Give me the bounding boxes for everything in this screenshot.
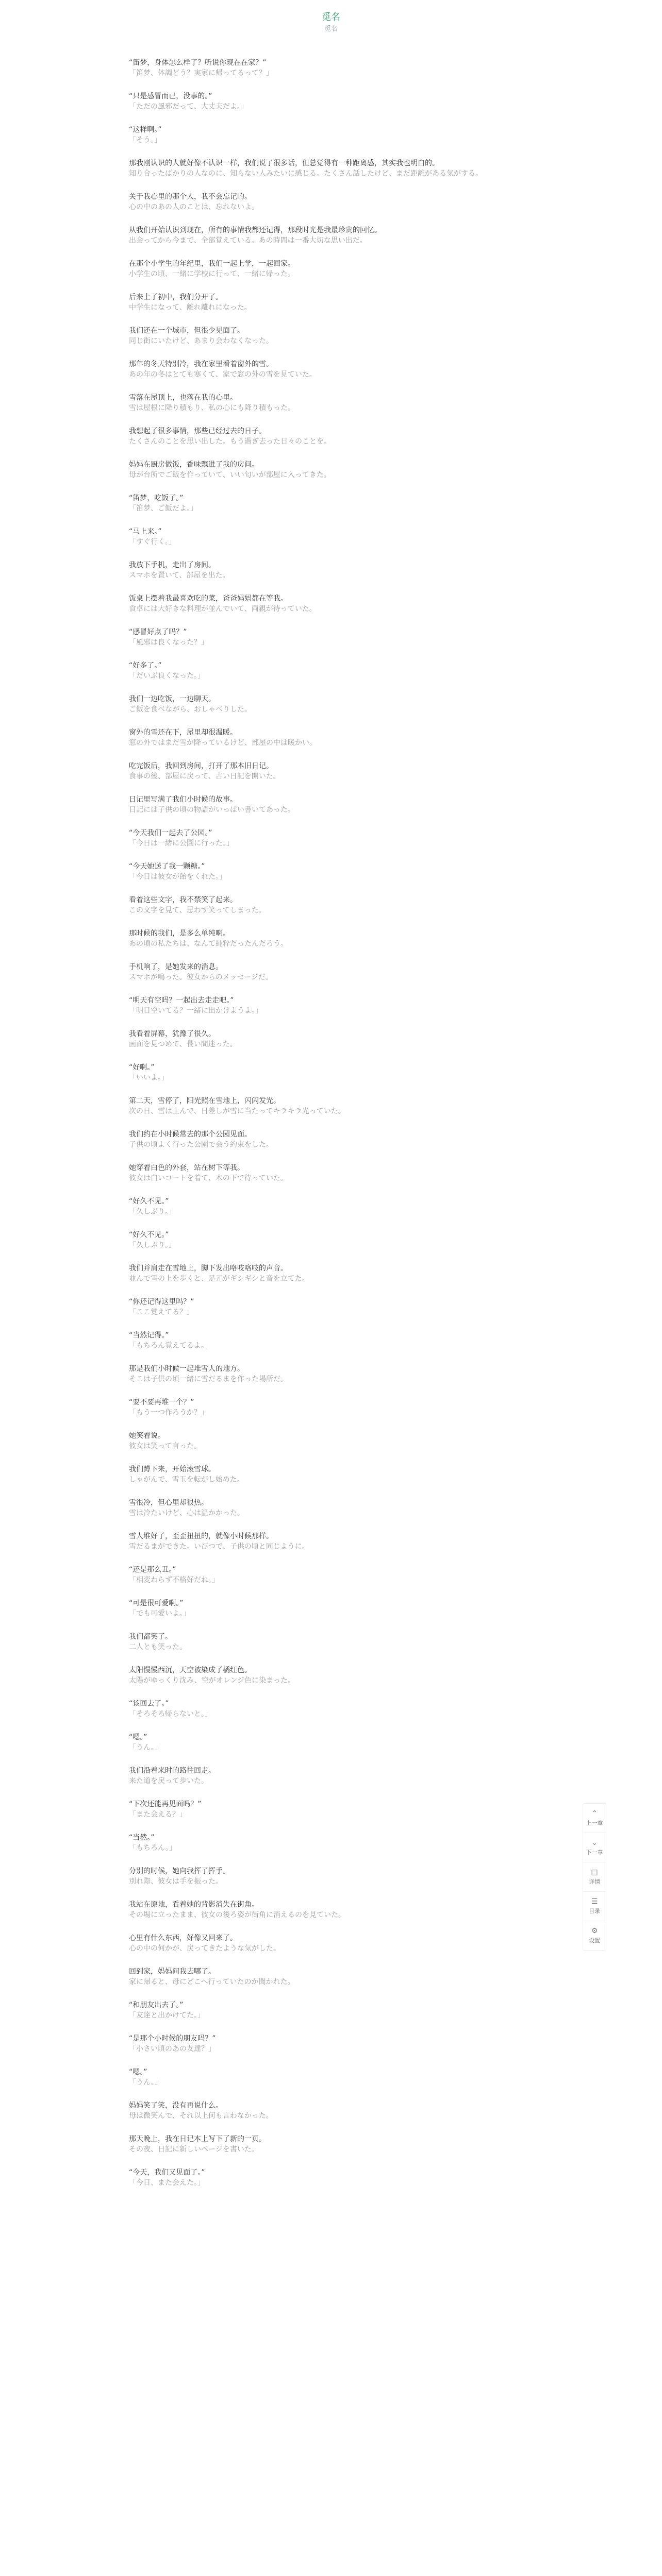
paragraph-translation: ご飯を食べながら、おしゃべりした。 [129, 705, 252, 714]
paragraph-block [129, 1096, 536, 1116]
paragraph-text: 那天晚上，我在日记本上写下了新的一页。 [129, 2135, 266, 2143]
paragraph-block [129, 1531, 536, 1552]
paragraph-block [129, 694, 536, 715]
paragraph-text: 窗外的雪还在下，屋里却很温暖。 [129, 728, 237, 737]
paragraph-translation: 食事の後、部屋に戻って、古い日記を開いた。 [129, 772, 280, 781]
next-chapter-label: 下一章 [586, 1849, 603, 1856]
paragraph-text: 我看着屏幕，犹豫了很久。 [129, 1030, 216, 1038]
paragraph-block [129, 560, 536, 581]
paragraph-translation: 「今日、また会えた。」 [129, 2179, 205, 2187]
paragraph-text: “和朋友出去了。” [129, 2001, 184, 2009]
paragraph-text: 我们约在小时候常去的那个公园见面。 [129, 1130, 252, 1139]
paragraph-text: 雪很冷，但心里却很热。 [129, 1499, 208, 1507]
paragraph-block [129, 58, 536, 78]
paragraph-text: 我们沿着来时的路往回走。 [129, 1767, 216, 1775]
settings-button[interactable] [583, 1921, 606, 1950]
paragraph-translation: 知り合ったばかりの人なのに、知らない人みたいに感じる。たくさん話したけど、まだ距離がある気がする。 [129, 170, 483, 178]
chevron-down-icon: ⌄ [591, 1839, 598, 1847]
paragraph-text: “好久不见。” [129, 1231, 169, 1239]
paragraph-block [129, 1330, 536, 1351]
paragraph-translation: あの年の冬はとても寒くて、家で窓の外の雪を見ていた。 [129, 370, 317, 379]
paragraph-block [129, 995, 536, 1016]
paragraph-text: 回到家，妈妈问我去哪了。 [129, 1968, 216, 1976]
paragraph-translation: 「いいよ。」 [129, 1074, 169, 1082]
paragraph-translation: 「笛梦、体調どう？実家に帰ってるって？」 [129, 69, 273, 77]
paragraph-text: 我们并肩走在雪地上，脚下发出咯吱咯吱的声音。 [129, 1264, 288, 1273]
paragraph-block [129, 2100, 536, 2121]
paragraph-text: 我们都笑了。 [129, 1633, 172, 1641]
paragraph-translation: スマホが鳴った。彼女からのメッセージだ。 [129, 973, 273, 981]
paragraph-translation: 「笛梦、ご飯だよ。」 [129, 504, 197, 513]
paragraph-translation: 同じ街にいたけど、あまり会わなくなった。 [129, 337, 273, 345]
paragraph-translation: 画面を見つめて、長い間迷った。 [129, 1040, 237, 1048]
paragraph-translation: 並んで雪の上を歩くと、足元がギシギシと音を立てた。 [129, 1275, 309, 1283]
paragraph-translation: この文字を見て、思わず笑ってしまった。 [129, 906, 266, 914]
paragraph-text: 在那个小学生的年纪里，我们一起上学，一起回家。 [129, 260, 295, 268]
reader-sidebar [583, 1803, 606, 1951]
paragraph-translation: 「でも可愛いよ。」 [129, 1609, 190, 1618]
paragraph-text: “只是感冒而已，没事的。” [129, 92, 212, 100]
paragraph-translation: しゃがんで、雪玉を転がし始めた。 [129, 1476, 244, 1484]
paragraph-block [129, 1163, 536, 1183]
chapter-header [0, 11, 662, 34]
paragraph-block [129, 1062, 536, 1083]
paragraph-block [129, 627, 536, 648]
paragraph-translation: 「久しぶり。」 [129, 1241, 176, 1249]
paragraph-block [129, 1498, 536, 1518]
paragraph-translation: 「久しぶり。」 [129, 1208, 176, 1216]
paragraph-block [129, 895, 536, 916]
paragraph-text: 我们蹲下来，开始滚雪球。 [129, 1465, 216, 1473]
paragraph-text: 分别的时候，她向我挥了挥手。 [129, 1867, 230, 1875]
paragraph-translation: 「うん。」 [129, 1743, 162, 1752]
paragraph-text: 那是我们小时候一起堆雪人的地方。 [129, 1365, 244, 1373]
paragraph-translation: 「すぐ行く。」 [129, 538, 176, 546]
paragraph-block [129, 594, 536, 614]
paragraph-block [129, 1364, 536, 1384]
paragraph-text: 那我刚认识的人就好像不认识一样，我们说了很多话，但总觉得有一种距离感，其实我也明白的。 [129, 159, 439, 167]
paragraph-block [129, 1598, 536, 1619]
paragraph-block [129, 292, 536, 313]
paragraph-text: “嗯。” [129, 2068, 147, 2076]
paragraph-text: 我放下手机，走出了房间。 [129, 561, 216, 569]
paragraph-block [129, 1833, 536, 1853]
paragraph-text: “当然。” [129, 1834, 155, 1842]
paragraph-text: 我们还在一个城市，但很少见面了。 [129, 327, 244, 335]
prev-chapter-label: 上一章 [586, 1820, 603, 1826]
paragraph-text: 心里有什么东西，好像又回来了。 [129, 1934, 237, 1942]
paragraph-block [129, 1699, 536, 1719]
paragraph-block [129, 91, 536, 112]
paragraph-text: “好多了。” [129, 662, 162, 670]
paragraph-text: “感冒好点了吗？” [129, 628, 187, 636]
paragraph-text: “该回去了。” [129, 1700, 169, 1708]
paragraph-translation: 彼女は白いコートを着て、木の下で待っていた。 [129, 1174, 288, 1182]
paragraph-text: 第二天，雪停了，阳光照在雪地上，闪闪发光。 [129, 1097, 280, 1105]
paragraph-text: “嗯。” [129, 1733, 147, 1741]
paragraph-text: “今天我们一起去了公园。” [129, 829, 212, 837]
chapter-subtitle: 觅名 [324, 25, 338, 33]
paragraph-translation: 日記には子供の頃の物語がいっぱい書いてあった。 [129, 806, 295, 814]
paragraph-block [129, 1129, 536, 1150]
paragraph-block [129, 828, 536, 849]
paragraph-text: “要不要再堆一个？” [129, 1398, 194, 1406]
paragraph-block [129, 326, 536, 346]
paragraph-text: “可是很可爱啊。” [129, 1599, 184, 1607]
paragraph-translation: 「相変わらず不格好だね。」 [129, 1576, 219, 1584]
paragraph-block [129, 1900, 536, 1920]
paragraph-block [129, 1397, 536, 1418]
paragraph-text: 饭桌上摆着我最喜欢吃的菜，爸爸妈妈都在等我。 [129, 595, 288, 603]
paragraph-block [129, 962, 536, 982]
paragraph-translation: 食卓には大好きな料理が並んでいて、両親が待っていた。 [129, 605, 317, 613]
paragraph-translation: あの頃の私たちは、なんて純粋だったんだろう。 [129, 940, 288, 948]
paragraph-translation: 彼女は笑って言った。 [129, 1442, 201, 1450]
paragraph-translation: 「友達と出かけてた。」 [129, 2011, 205, 2020]
paragraph-block [129, 1732, 536, 1753]
paragraph-translation: 「今日は彼女が飴をくれた。」 [129, 873, 226, 881]
paragraph-block [129, 493, 536, 514]
paragraph-text: 日记里写满了我们小时候的故事。 [129, 795, 237, 804]
gear-icon: ⚙ [591, 1927, 598, 1935]
paragraph-block [129, 259, 536, 279]
paragraph-block [129, 1632, 536, 1652]
paragraph-translation: 母が台所でご飯を作っていて、いい匂いが部屋に入ってきた。 [129, 471, 331, 479]
paragraph-block [129, 527, 536, 547]
paragraph-text: 那年的冬天特别冷，我在家里看着窗外的雪。 [129, 360, 273, 368]
toc-label: 目录 [589, 1908, 600, 1914]
paragraph-text: “马上来。” [129, 528, 162, 536]
paragraph-text: 从我们开始认识到现在，所有的事情我都还记得，那段时光是我最珍贵的回忆。 [129, 226, 382, 234]
paragraph-text: 后来上了初中，我们分开了。 [129, 293, 223, 301]
paragraph-block [129, 460, 536, 480]
details-label: 详情 [589, 1878, 600, 1885]
paragraph-block [129, 660, 536, 681]
paragraph-text: “笛梦，吃饭了。” [129, 494, 184, 502]
paragraph-text: “今天她送了我一颗糖。” [129, 862, 205, 871]
paragraph-block [129, 2167, 536, 2188]
paragraph-translation: 子供の頃よく行った公園で会う約束をした。 [129, 1141, 273, 1149]
paragraph-text: “好久不见。” [129, 1197, 169, 1206]
paragraph-block [129, 1799, 536, 1820]
paragraph-block [129, 125, 536, 145]
paragraph-text: “这样啊。” [129, 126, 162, 134]
paragraph-text: 那时候的我们，是多么单纯啊。 [129, 929, 230, 938]
paragraph-translation: 来た道を戻って歩いた。 [129, 1777, 208, 1785]
paragraph-block [129, 861, 536, 882]
paragraph-block [129, 1431, 536, 1451]
paragraph-translation: 「ただの風邪だって、大丈夫だよ。」 [129, 103, 248, 111]
paragraph-block [129, 794, 536, 815]
paragraph-block [129, 1565, 536, 1585]
paragraph-text: 她笑着说。 [129, 1432, 165, 1440]
paragraph-translation: 「もう一つ作ろうか？」 [129, 1409, 208, 1417]
paragraph-translation: 「もちろん。」 [129, 1844, 176, 1852]
paragraph-block [129, 1967, 536, 1987]
paragraph-block [129, 2000, 536, 2021]
paragraph-translation: 母は微笑んで、それ以上何も言わなかった。 [129, 2112, 273, 2120]
paragraph-text: “下次还能再见面吗？” [129, 1800, 202, 1808]
paragraph-translation: 「ここ覚えてる？」 [129, 1308, 194, 1316]
paragraph-text: 我想起了很多事情，那些已经过去的日子。 [129, 427, 266, 435]
paragraph-translation: その場に立ったまま、彼女の後ろ姿が街角に消えるのを見ていた。 [129, 1911, 345, 1919]
paragraph-text: 看着这些文字，我不禁笑了起来。 [129, 896, 237, 904]
paragraph-translation: 雪は屋根に降り積もり、私の心にも降り積もった。 [129, 404, 295, 412]
paragraph-text: 手机响了，是她发来的消息。 [129, 963, 223, 971]
paragraph-translation: 「そろそろ帰らないと。」 [129, 1710, 212, 1718]
paragraph-text: 关于我心里的那个人，我不会忘记的。 [129, 193, 252, 201]
paragraph-text: 雪落在屋顶上，也落在我的心里。 [129, 394, 237, 402]
paragraph-translation: そこは子供の頃一緒に雪だるまを作った場所だ。 [129, 1375, 288, 1383]
paragraph-translation: 「小さい頃のあの友達？」 [129, 2045, 216, 2053]
paragraph-translation: 家に帰ると、母にどこへ行っていたのか聞かれた。 [129, 1978, 295, 1986]
paragraph-translation: スマホを置いて、部屋を出た。 [129, 571, 230, 580]
paragraph-block [129, 359, 536, 380]
paragraph-text: “今天，我们又见面了。” [129, 2168, 205, 2177]
paragraph-text: “好啊。” [129, 1063, 155, 1072]
toc-button[interactable] [583, 1892, 606, 1921]
chapter-title: 觅名 [322, 12, 340, 23]
paragraph-translation: たくさんのことを思い出した。もう過ぎ去った日々のことを。 [129, 437, 331, 446]
paragraph-block [129, 761, 536, 782]
paragraph-text: “明天有空吗？一起出去走走吧。” [129, 996, 234, 1005]
paragraph-block [129, 1766, 536, 1786]
paragraph-block [129, 225, 536, 246]
list-icon: ☰ [591, 1897, 598, 1906]
paragraph-block [129, 426, 536, 447]
paragraph-block [129, 393, 536, 413]
paragraph-text: 雪人堆好了，歪歪扭扭的，就像小时候那样。 [129, 1532, 273, 1540]
paragraph-translation: 「そう。」 [129, 136, 161, 144]
paragraph-text: 我站在原地，看着她的背影消失在街角。 [129, 1901, 259, 1909]
reading-content [129, 58, 536, 2576]
paragraph-translation: 中学生になって、離れ離れになった。 [129, 303, 252, 312]
paragraph-translation: 心の中のあの人のことは、忘れないよ。 [129, 203, 259, 211]
paragraph-text: “当然记得。” [129, 1331, 169, 1340]
paragraph-block [129, 928, 536, 949]
paragraph-block [129, 1933, 536, 1954]
paragraph-text: 太阳慢慢西沉，天空被染成了橘红色。 [129, 1666, 252, 1674]
prev-chapter-button[interactable] [583, 1804, 606, 1833]
paragraph-block [129, 1297, 536, 1317]
paragraph-translation: 小学生の頃、一緒に学校に行って、一緒に帰った。 [129, 270, 295, 278]
paragraph-block [129, 1464, 536, 1485]
paragraph-translation: 出会ってから今まで、全部覚えている。あの時間は一番大切な思い出だ。 [129, 236, 367, 245]
paragraph-translation: 別れ際、彼女は手を振った。 [129, 1877, 223, 1886]
paragraph-text: 妈妈笑了笑，没有再说什么。 [129, 2102, 223, 2110]
paragraph-translation: 雪は冷たいけど、心は温かかった。 [129, 1509, 244, 1517]
paragraph-text: “还是那么丑。” [129, 1566, 176, 1574]
paragraph-text: 我们一边吃饭，一边聊天。 [129, 695, 216, 703]
paragraph-block [129, 2033, 536, 2054]
paragraph-block [129, 2067, 536, 2088]
paragraph-block [129, 1866, 536, 1887]
next-chapter-button[interactable] [583, 1833, 606, 1862]
paragraph-translation: その夜、日記に新しいページを書いた。 [129, 2145, 259, 2154]
paragraph-translation: 心の中の何かが、戻ってきたような気がした。 [129, 1944, 280, 1953]
paragraph-text: 妈妈在厨房做饭，香味飘进了我的房间。 [129, 461, 259, 469]
paragraph-block [129, 158, 536, 179]
paragraph-translation: 「うん。」 [129, 2078, 162, 2087]
paragraph-block [129, 192, 536, 212]
paragraph-text: “笛梦，身体怎么样了？听说你现在在家？” [129, 59, 267, 67]
paragraph-translation: 「もちろん覚えてるよ。」 [129, 1342, 212, 1350]
paragraph-translation: 「だいぶ良くなった。」 [129, 672, 205, 680]
paragraph-translation: 雪だるまができた。いびつで、子供の頃と同じように。 [129, 1543, 309, 1551]
paragraph-text: 她穿着白色的外套，站在树下等我。 [129, 1164, 244, 1172]
paragraph-block [129, 1029, 536, 1049]
paragraph-translation: 「風邪は良くなった？」 [129, 638, 208, 647]
paragraph-text: “你还记得这里吗？” [129, 1298, 194, 1306]
paragraph-block [129, 727, 536, 748]
paragraph-translation: 窓の外ではまだ雪が降っているけど、部屋の中は暖かい。 [129, 739, 317, 747]
paragraph-translation: 太陽がゆっくり沈み、空がオレンジ色に染まった。 [129, 1676, 295, 1685]
book-icon: ▤ [591, 1868, 598, 1876]
paragraph-block [129, 2134, 536, 2155]
paragraph-translation: 「今日は一緒に公園に行った。」 [129, 839, 234, 848]
paragraph-block [129, 1665, 536, 1686]
paragraph-text: 吃完饭后，我回到房间，打开了那本旧日记。 [129, 762, 273, 770]
paragraph-text: “是那个小时候的朋友吗？” [129, 2035, 216, 2043]
paragraph-translation: 二人とも笑った。 [129, 1643, 187, 1651]
paragraph-translation: 「明日空いてる？一緒に出かけようよ。」 [129, 1007, 262, 1015]
paragraph-block [129, 1196, 536, 1217]
paragraph-block [129, 1230, 536, 1250]
details-button[interactable] [583, 1862, 606, 1892]
paragraph-translation: 「また会える？」 [129, 1810, 187, 1819]
paragraph-block [129, 1263, 536, 1284]
paragraph-translation: 次の日、雪は止んで、日差しが雪に当たってキラキラ光っていた。 [129, 1107, 345, 1115]
settings-label: 设置 [589, 1937, 600, 1944]
chevron-up-icon: ⌃ [591, 1809, 598, 1818]
